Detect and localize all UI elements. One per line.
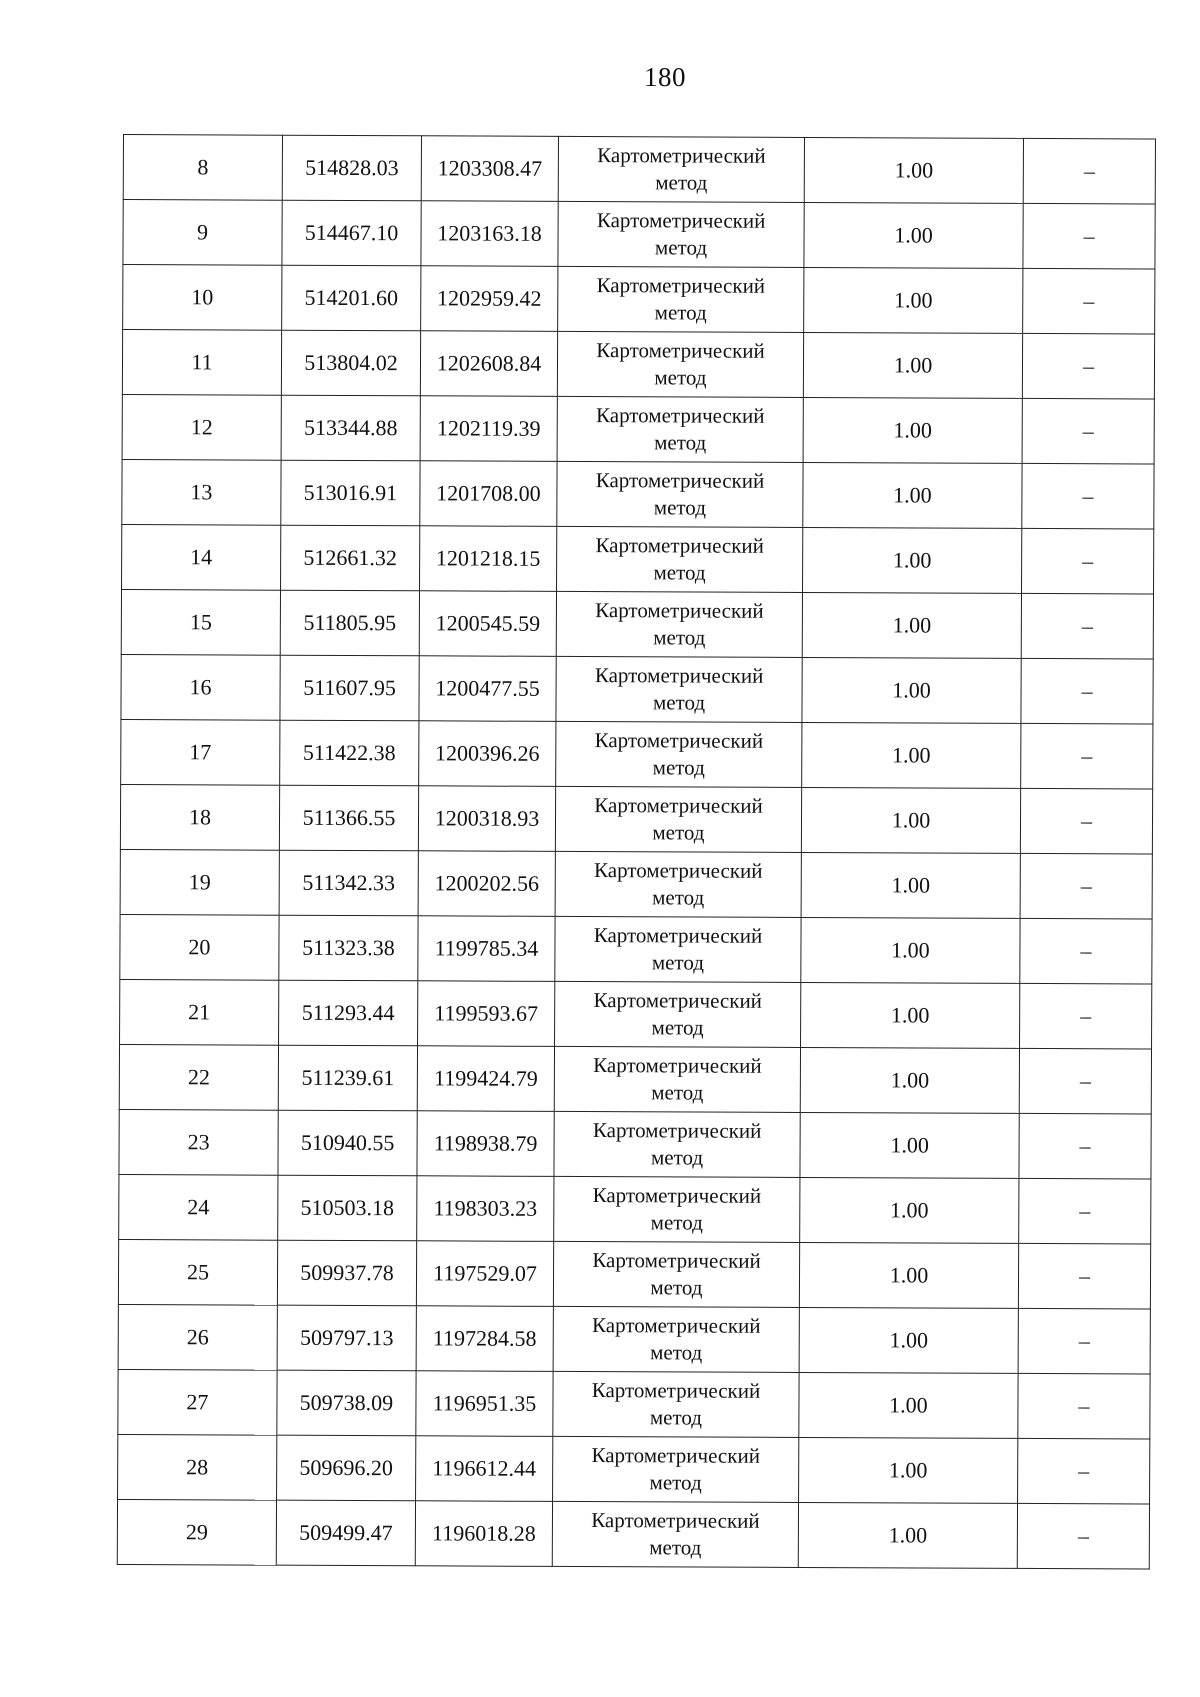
x-coordinate-cell: 510503.18 <box>278 1175 417 1241</box>
y-coordinate-cell: 1203308.47 <box>421 136 558 202</box>
y-coordinate-cell: 1202608.84 <box>420 331 557 397</box>
method-line-1: Картометрический <box>596 208 766 233</box>
accuracy-cell: 1.00 <box>801 982 1020 1048</box>
point-number-cell: 29 <box>117 1499 276 1565</box>
method-line-2: метод <box>650 1210 703 1235</box>
x-coordinate-cell: 509499.47 <box>276 1500 415 1566</box>
y-coordinate-cell: 1200396.26 <box>419 721 556 787</box>
method-line-2: метод <box>654 235 708 260</box>
y-coordinate-cell: 1199785.34 <box>418 916 555 982</box>
note-cell: – <box>1018 1438 1150 1504</box>
table-row <box>118 1434 1150 1504</box>
method-line-2: метод <box>651 1080 704 1105</box>
point-number-cell: 19 <box>120 849 279 915</box>
method-line-1: Картометрический <box>592 1118 762 1143</box>
x-coordinate-cell: 509937.78 <box>277 1240 416 1306</box>
y-coordinate-cell: 1202119.39 <box>420 396 557 462</box>
table-row <box>122 330 1154 400</box>
table-row <box>119 1109 1151 1179</box>
coordinates-table-body <box>117 135 1155 1569</box>
page-number: 180 <box>644 62 686 92</box>
y-coordinate-cell: 1196951.35 <box>416 1371 553 1437</box>
point-number-cell: 10 <box>123 265 282 331</box>
accuracy-cell: 1.00 <box>798 1502 1017 1568</box>
method-line-2: метод <box>650 1340 703 1365</box>
table-row <box>122 394 1154 464</box>
method-cell <box>553 1371 799 1437</box>
accuracy-cell: 1.00 <box>799 1307 1018 1373</box>
y-coordinate-cell: 1200545.59 <box>419 591 556 657</box>
x-coordinate-cell: 511805.95 <box>280 590 419 656</box>
accuracy-cell: 1.00 <box>801 917 1020 983</box>
method-cell <box>557 461 803 527</box>
table-row <box>121 719 1153 789</box>
point-number-cell: 8 <box>123 135 282 201</box>
x-coordinate-cell: 512661.32 <box>281 525 420 591</box>
point-number-cell: 17 <box>121 719 280 785</box>
point-number-cell: 25 <box>118 1239 277 1305</box>
table-row <box>120 784 1152 854</box>
point-number-cell: 28 <box>118 1434 277 1500</box>
method-line-2: метод <box>653 495 706 520</box>
method-line-1: Картометрический <box>596 338 765 363</box>
method-line-2: метод <box>653 560 706 585</box>
note-cell: – <box>1018 1373 1150 1439</box>
method-line-2: метод <box>652 690 706 715</box>
x-coordinate-cell: 511239.61 <box>278 1045 417 1111</box>
table-row <box>123 135 1155 205</box>
coordinates-table <box>117 134 1156 1569</box>
note-cell: – <box>1018 1308 1150 1374</box>
method-line-2: метод <box>649 1470 702 1495</box>
point-number-cell: 11 <box>122 330 281 396</box>
y-coordinate-cell: 1198938.79 <box>417 1111 554 1177</box>
method-line-1: Картометрический <box>594 858 763 883</box>
accuracy-cell: 1.00 <box>804 267 1023 333</box>
method-line-1: Картометрический <box>596 273 766 298</box>
note-cell: – <box>1018 1243 1150 1309</box>
y-coordinate-cell: 1196612.44 <box>416 1436 553 1502</box>
y-coordinate-cell: 1200477.55 <box>419 656 556 722</box>
x-coordinate-cell: 509797.13 <box>277 1305 416 1371</box>
accuracy-cell: 1.00 <box>804 137 1023 203</box>
x-coordinate-cell: 514467.10 <box>282 200 421 266</box>
table-row <box>118 1239 1150 1309</box>
y-coordinate-cell: 1197529.07 <box>416 1241 553 1307</box>
note-cell: – <box>1021 658 1153 724</box>
point-number-cell: 24 <box>119 1174 278 1240</box>
point-number-cell: 15 <box>121 589 280 655</box>
y-coordinate-cell: 1200318.93 <box>418 786 555 852</box>
x-coordinate-cell: 511342.33 <box>279 850 418 916</box>
note-cell: – <box>1022 398 1154 464</box>
method-line-2: метод <box>650 1145 704 1170</box>
point-number-cell: 23 <box>119 1109 278 1175</box>
note-cell: – <box>1020 918 1152 984</box>
accuracy-cell: 1.00 <box>803 462 1022 528</box>
point-number-cell: 27 <box>118 1369 277 1435</box>
point-number-cell: 13 <box>122 459 281 525</box>
table-row <box>118 1369 1150 1439</box>
table-row <box>118 1304 1150 1374</box>
method-cell <box>556 656 802 722</box>
method-line-2: метод <box>652 755 705 780</box>
table-row <box>120 914 1152 984</box>
method-line-1: Картометрический <box>591 1508 760 1533</box>
table-row <box>120 849 1152 919</box>
x-coordinate-cell: 514828.03 <box>282 135 421 201</box>
accuracy-cell: 1.00 <box>801 787 1020 853</box>
point-number-cell: 22 <box>119 1044 278 1110</box>
method-line-1: Картометрический <box>594 728 764 753</box>
note-cell: – <box>1022 463 1154 529</box>
x-coordinate-cell: 513804.02 <box>281 330 420 396</box>
method-cell <box>554 1176 800 1242</box>
y-coordinate-cell: 1196018.28 <box>415 1501 552 1567</box>
table-row <box>119 1174 1151 1244</box>
table-row <box>122 524 1154 594</box>
method-cell <box>556 591 802 657</box>
accuracy-cell: 1.00 <box>803 332 1022 398</box>
note-cell: – <box>1020 983 1152 1049</box>
method-cell <box>558 136 804 202</box>
accuracy-cell: 1.00 <box>801 852 1020 918</box>
method-line-1: Картометрический <box>595 403 765 428</box>
method-line-2: метод <box>649 1405 703 1430</box>
point-number-cell: 26 <box>118 1304 277 1370</box>
y-coordinate-cell: 1199424.79 <box>417 1046 554 1112</box>
method-line-1: Картометрический <box>592 1183 762 1208</box>
method-line-1: Картометрический <box>595 468 765 493</box>
x-coordinate-cell: 509738.09 <box>277 1370 416 1436</box>
method-line-1: Картометрический <box>593 923 763 948</box>
accuracy-cell: 1.00 <box>803 397 1022 463</box>
method-line-1: Картометрический <box>591 1378 761 1403</box>
method-cell <box>555 916 801 982</box>
y-coordinate-cell: 1202959.42 <box>421 266 558 332</box>
method-cell <box>557 396 803 462</box>
y-coordinate-cell: 1201708.00 <box>420 461 557 527</box>
table-row <box>121 654 1153 724</box>
point-number-cell: 9 <box>123 200 282 266</box>
table-row <box>123 200 1155 270</box>
method-cell <box>555 981 801 1047</box>
x-coordinate-cell: 511607.95 <box>280 655 419 721</box>
method-cell <box>553 1306 799 1372</box>
y-coordinate-cell: 1198303.23 <box>417 1176 554 1242</box>
point-number-cell: 12 <box>122 394 281 460</box>
note-cell: – <box>1023 138 1155 204</box>
method-cell <box>557 331 803 397</box>
method-line-1: Картометрический <box>595 598 764 623</box>
method-cell <box>553 1241 799 1307</box>
note-cell: – <box>1023 268 1155 334</box>
x-coordinate-cell: 510940.55 <box>278 1110 417 1176</box>
method-line-1: Картометрический <box>597 143 766 168</box>
point-number-cell: 20 <box>120 914 279 980</box>
method-line-1: Картометрический <box>593 988 763 1013</box>
method-cell <box>554 1111 800 1177</box>
note-cell: – <box>1017 1503 1149 1569</box>
note-cell: – <box>1020 853 1152 919</box>
method-cell <box>558 266 804 332</box>
note-cell: – <box>1021 723 1153 789</box>
point-number-cell: 14 <box>122 524 281 590</box>
accuracy-cell: 1.00 <box>799 1372 1018 1438</box>
method-line-2: метод <box>653 625 706 650</box>
accuracy-cell: 1.00 <box>802 657 1021 723</box>
x-coordinate-cell: 513344.88 <box>281 395 420 461</box>
point-number-cell: 16 <box>121 654 280 720</box>
y-coordinate-cell: 1200202.56 <box>418 851 555 917</box>
method-line-2: метод <box>655 170 708 195</box>
method-line-1: Картометрический <box>593 1053 762 1078</box>
accuracy-cell: 1.00 <box>803 527 1022 593</box>
table-row <box>119 1044 1151 1114</box>
method-line-2: метод <box>654 365 707 390</box>
method-cell <box>557 526 803 592</box>
y-coordinate-cell: 1203163.18 <box>421 201 558 267</box>
method-line-2: метод <box>652 885 705 910</box>
method-line-2: метод <box>650 1275 703 1300</box>
y-coordinate-cell: 1197284.58 <box>416 1306 553 1372</box>
point-number-cell: 18 <box>120 784 279 850</box>
accuracy-cell: 1.00 <box>799 1242 1018 1308</box>
x-coordinate-cell: 511366.55 <box>279 785 418 851</box>
method-line-2: метод <box>654 300 707 325</box>
accuracy-cell: 1.00 <box>804 202 1023 268</box>
method-cell <box>555 786 801 852</box>
method-cell <box>553 1436 799 1502</box>
point-number-cell: 21 <box>120 979 279 1045</box>
method-cell <box>558 201 804 267</box>
method-cell <box>552 1501 798 1567</box>
method-line-2: метод <box>651 1015 704 1040</box>
method-line-2: метод <box>651 950 704 975</box>
accuracy-cell: 1.00 <box>800 1112 1019 1178</box>
method-line-1: Картометрический <box>594 663 764 688</box>
method-line-2: метод <box>652 820 705 845</box>
method-cell <box>554 1046 800 1112</box>
note-cell: – <box>1019 1048 1151 1114</box>
y-coordinate-cell: 1201218.15 <box>420 526 557 592</box>
method-line-1: Картометрический <box>591 1443 761 1468</box>
accuracy-cell: 1.00 <box>800 1177 1019 1243</box>
note-cell: – <box>1019 1178 1151 1244</box>
x-coordinate-cell: 514201.60 <box>282 265 421 331</box>
note-cell: – <box>1022 333 1154 399</box>
x-coordinate-cell: 509696.20 <box>277 1435 416 1501</box>
note-cell: – <box>1023 203 1155 269</box>
note-cell: – <box>1021 593 1153 659</box>
method-line-2: метод <box>654 430 707 455</box>
accuracy-cell: 1.00 <box>802 722 1021 788</box>
table-row <box>122 459 1154 529</box>
accuracy-cell: 1.00 <box>799 1437 1018 1503</box>
method-cell <box>555 851 801 917</box>
method-line-1: Картометрический <box>594 793 763 818</box>
accuracy-cell: 1.00 <box>800 1047 1019 1113</box>
table-row <box>120 979 1152 1049</box>
note-cell: – <box>1019 1113 1151 1179</box>
y-coordinate-cell: 1199593.67 <box>418 981 555 1047</box>
method-line-1: Картометрический <box>595 533 764 558</box>
x-coordinate-cell: 511293.44 <box>279 980 418 1046</box>
x-coordinate-cell: 513016.91 <box>281 460 420 526</box>
table-row <box>121 589 1153 659</box>
accuracy-cell: 1.00 <box>802 592 1021 658</box>
x-coordinate-cell: 511323.38 <box>279 915 418 981</box>
x-coordinate-cell: 511422.38 <box>280 720 419 786</box>
method-line-1: Картометрический <box>592 1313 761 1338</box>
method-cell <box>556 721 802 787</box>
method-line-2: метод <box>649 1535 702 1560</box>
method-line-1: Картометрический <box>592 1248 761 1273</box>
table-row <box>123 265 1155 335</box>
note-cell: – <box>1022 528 1154 594</box>
note-cell: – <box>1020 788 1152 854</box>
table-row <box>117 1499 1149 1569</box>
